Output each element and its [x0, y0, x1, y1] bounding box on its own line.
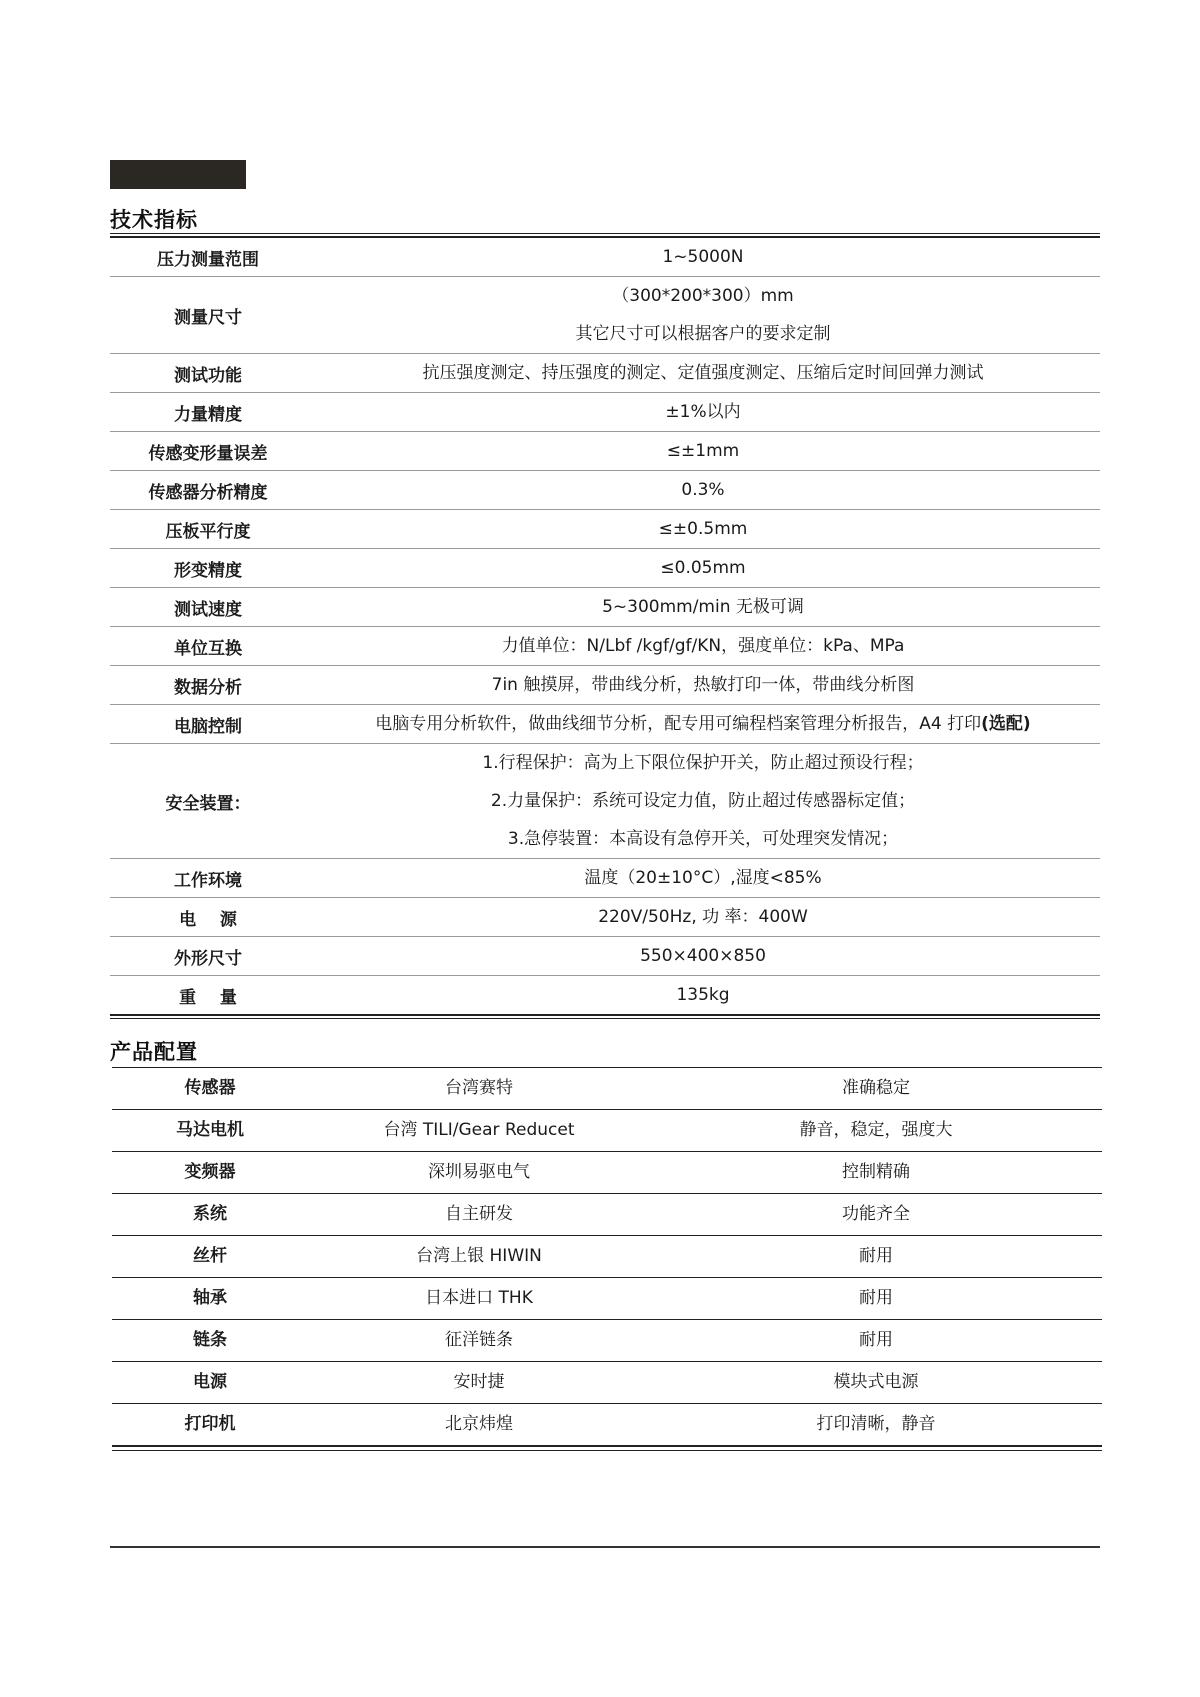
spec-value — [306, 705, 1100, 743]
spec-value-text: 3.急停装置：本高设有急停开关，可处理突发情况； — [507, 829, 899, 849]
spec-row — [110, 937, 1100, 976]
spec-label: 压板平行度 — [165, 521, 251, 542]
spec-value-line — [584, 859, 821, 897]
spec-label: 传感器分析精度 — [148, 482, 268, 503]
spec-row — [110, 549, 1100, 588]
spec-value-line — [375, 705, 1030, 743]
header-color-bar — [110, 160, 246, 189]
spec-value — [306, 277, 1100, 353]
spec-value — [306, 937, 1100, 975]
config-brand: 安时捷 — [453, 1372, 505, 1392]
config-table — [112, 1067, 1102, 1447]
config-feature: 静音，稳定，强度大 — [799, 1120, 953, 1140]
spec-row — [110, 510, 1100, 549]
spec-value-text: ≤±1mm — [666, 441, 740, 461]
spec-row — [110, 898, 1100, 937]
config-section-title: 产品配置 — [110, 1040, 198, 1064]
config-row — [112, 1068, 1102, 1110]
spec-label: 测量尺寸 — [174, 307, 242, 328]
config-feature: 耐用 — [859, 1330, 893, 1350]
spec-value-line — [502, 627, 905, 665]
spec-row — [110, 393, 1100, 432]
spec-label: 单位互换 — [174, 638, 242, 659]
spec-value-line — [665, 393, 740, 431]
spec-value-text: 力值单位：N/Lbf /kgf/gf/KN，强度单位：kPa、MPa — [501, 636, 905, 656]
config-row — [112, 1404, 1102, 1447]
spec-value — [306, 666, 1100, 704]
spec-value-line — [659, 510, 748, 548]
spec-label: 外形尺寸 — [174, 948, 242, 969]
config-feature: 功能齐全 — [842, 1204, 910, 1224]
spec-value-line — [676, 976, 729, 1014]
spec-value — [306, 859, 1100, 897]
spec-value-text: ±1%以内 — [665, 402, 741, 422]
spec-label: 重 量 — [179, 987, 237, 1008]
spec-value-text: 电脑专用分析软件，做曲线细节分析，配专用可编程档案管理分析报告，A4 打印 — [375, 714, 982, 734]
spec-label: 力量精度 — [174, 404, 242, 425]
config-brand: 台湾赛特 — [445, 1078, 513, 1098]
spec-label: 传感变形量误差 — [148, 443, 268, 464]
spec-value — [306, 354, 1100, 392]
spec-value — [306, 432, 1100, 470]
config-part: 变频器 — [184, 1162, 236, 1182]
spec-value-line — [491, 782, 915, 820]
spec-value-text: 温度（20±10°C）,湿度<85% — [584, 868, 822, 888]
spec-value — [306, 238, 1100, 276]
spec-row — [110, 277, 1100, 354]
spec-label: 测试速度 — [174, 599, 242, 620]
spec-value-text: ≤0.05mm — [660, 558, 746, 578]
spec-row — [110, 859, 1100, 898]
spec-value-text: 其它尺寸可以根据客户的要求定制 — [575, 324, 831, 344]
config-row — [112, 1278, 1102, 1320]
spec-top-rule — [110, 233, 1100, 234]
spec-value — [306, 510, 1100, 548]
spec-label: 工作环境 — [174, 870, 242, 891]
config-brand: 台湾 TILI/Gear Reducet — [383, 1120, 575, 1140]
spec-value — [306, 744, 1100, 858]
spec-label: 测试功能 — [174, 365, 242, 386]
config-row — [112, 1362, 1102, 1404]
config-brand: 深圳易驱电气 — [428, 1162, 530, 1182]
spec-row — [110, 976, 1100, 1014]
footer-rule — [110, 1546, 1100, 1548]
config-row — [112, 1194, 1102, 1236]
config-part: 电源 — [193, 1372, 227, 1392]
config-part: 丝杆 — [193, 1246, 227, 1266]
spec-value-suffix: (选配) — [981, 714, 1031, 734]
spec-value-text: ≤±0.5mm — [658, 519, 748, 539]
config-row — [112, 1152, 1102, 1194]
config-feature: 准确稳定 — [842, 1078, 910, 1098]
spec-row — [110, 666, 1100, 705]
spec-value-line — [598, 898, 808, 936]
spec-value — [306, 588, 1100, 626]
spec-value-line — [482, 744, 923, 782]
spec-value-text: 7in 触摸屏，带曲线分析，热敏打印一体，带曲线分析图 — [491, 675, 915, 695]
spec-value-line — [660, 549, 745, 587]
spec-label: 电 源 — [179, 909, 237, 930]
spec-row — [110, 471, 1100, 510]
spec-table — [110, 233, 1100, 1019]
spec-value — [306, 898, 1100, 936]
spec-label: 电脑控制 — [174, 716, 242, 737]
config-feature: 耐用 — [859, 1288, 893, 1308]
spec-value-line — [640, 937, 766, 975]
config-feature: 耐用 — [859, 1246, 893, 1266]
spec-row — [110, 354, 1100, 393]
spec-value-line — [576, 315, 831, 353]
config-row — [112, 1320, 1102, 1362]
spec-value-text: 1.行程保护：高为上下限位保护开关，防止超过预设行程； — [482, 753, 924, 773]
spec-value — [306, 471, 1100, 509]
config-part: 传感器 — [184, 1078, 236, 1098]
spec-row — [110, 432, 1100, 471]
spec-value-line — [612, 277, 793, 315]
spec-bottom-rule-thin — [110, 1018, 1100, 1019]
spec-value-line — [423, 354, 984, 392]
spec-value — [306, 549, 1100, 587]
spec-value-line — [602, 588, 804, 626]
config-part: 马达电机 — [176, 1120, 244, 1140]
config-feature: 控制精确 — [842, 1162, 910, 1182]
spec-value-text: 220V/50Hz, 功 率：400W — [598, 907, 808, 927]
config-brand: 征洋链条 — [445, 1330, 513, 1350]
config-feature: 打印清晰，静音 — [816, 1414, 936, 1434]
spec-value-text: 抗压强度测定、持压强度的测定、定值强度测定、压缩后定时间回弹力测试 — [422, 363, 984, 383]
spec-value-text: 2.力量保护：系统可设定力值，防止超过传感器标定值； — [490, 791, 916, 811]
config-bottom-rule — [112, 1450, 1102, 1451]
spec-value — [306, 976, 1100, 1014]
spec-label: 压力测量范围 — [157, 249, 259, 270]
spec-value-line — [681, 471, 724, 509]
spec-label: 安全装置： — [165, 793, 251, 814]
spec-value-line — [492, 666, 915, 704]
config-brand: 北京炜煌 — [445, 1414, 513, 1434]
spec-value-line — [667, 432, 739, 470]
spec-row — [110, 744, 1100, 859]
spec-value-text: 1~5000N — [662, 247, 744, 267]
spec-value-line — [662, 238, 743, 276]
config-part: 系统 — [193, 1204, 227, 1224]
config-part: 打印机 — [184, 1414, 236, 1434]
spec-row — [110, 705, 1100, 744]
config-part: 轴承 — [193, 1288, 227, 1308]
spec-bottom-rule — [110, 1014, 1100, 1016]
spec-row — [110, 627, 1100, 666]
spec-section-title: 技术指标 — [110, 208, 198, 232]
spec-value-line — [508, 820, 898, 858]
spec-value-text: 135kg — [676, 985, 730, 1005]
spec-row — [110, 588, 1100, 627]
config-feature: 模块式电源 — [833, 1372, 919, 1392]
spec-label: 形变精度 — [174, 560, 242, 581]
spec-value-text: 550×400×850 — [640, 946, 766, 966]
config-brand: 台湾上银 HIWIN — [416, 1246, 542, 1266]
spec-value — [306, 627, 1100, 665]
spec-value — [306, 393, 1100, 431]
config-part: 链条 — [193, 1330, 227, 1350]
spec-label: 数据分析 — [174, 677, 242, 698]
spec-value-text: 5~300mm/min 无极可调 — [602, 597, 804, 617]
spec-value-text: 0.3% — [681, 480, 725, 500]
config-row — [112, 1236, 1102, 1278]
spec-value-text: （300*200*300）mm — [612, 286, 794, 306]
config-row — [112, 1110, 1102, 1152]
config-brand: 自主研发 — [445, 1204, 513, 1224]
config-brand: 日本进口 THK — [425, 1288, 533, 1308]
spec-row — [110, 238, 1100, 277]
